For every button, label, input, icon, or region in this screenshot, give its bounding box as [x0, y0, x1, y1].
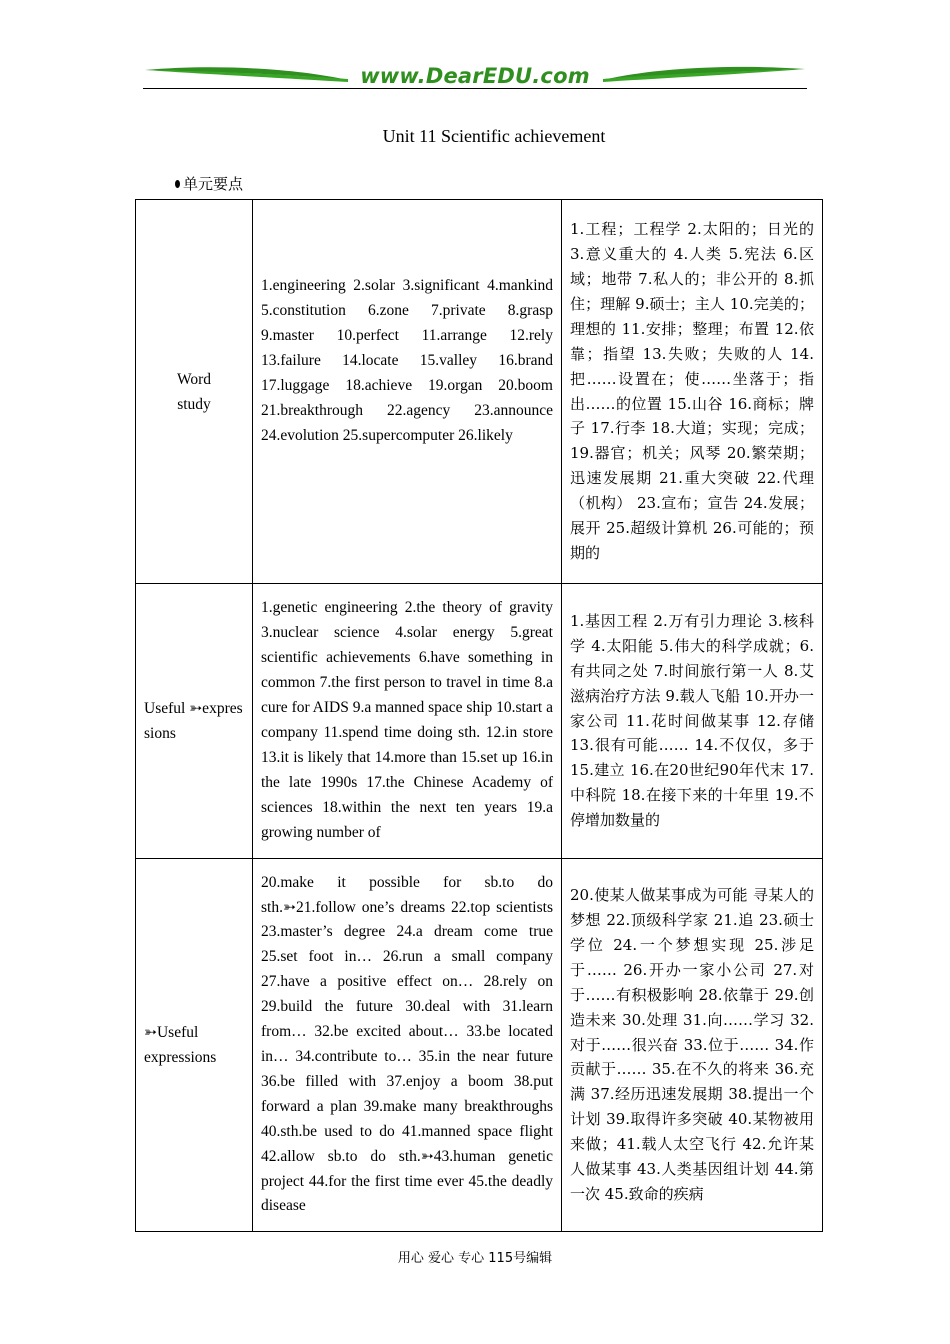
page-footer: 用心 爱心 专心 115号编辑 — [397, 1251, 553, 1266]
row-label — [136, 859, 253, 1232]
chinese-cell: 1.基因工程 2.万有引力理论 3.核科学 4.太阳能 5.伟大的科学成就；6.有共同之处 7.时间旅行第一人 8.艾滋病治疗方法 9.载人飞船 10.开办一家公司 11.花时间做某事 12.存储 13.很有可能…… 14.不仅仅，多于 15.建立 16.在20世纪90年代末 17.中科院 18.在接下来的十年里 19.不停增加数量的 — [562, 584, 823, 859]
english-cell: 1.engineering 2.solar 3.significant 4.mankind 5.constitution 6.zone 7.private 8.grasp 9.master 10.perfect 11.arrange 12.rely 13.failure 14.locate 15.valley 16.brand 17.luggage 18.achieve 19.organ 20.boom 21.breakthrough 22.agency 23.announce 24.evolution 25.supercomputer 26.likely — [253, 200, 562, 584]
english-cell: 20.make it possible for sb.to do sth.➳21.follow one’s dreams 22.top scientists 23.master’s degree 24.a dream come true 25.set foot in… 26.run a small company 27.have a positive effect on… 28.rely on 29.build the future 30.deal with 31.learn from… 32.be excited about… 33.be located in… 34.contribute to… 35.in the near future 36.be filled with 37.enjoy a boom 38.put forward a plan 39.make many breakthroughs 40.sth.be used to do 41.manned space flight 42.allow sb.to do sth.➳43.human genetic project 44.for the first time ever 45.the deadly disease — [253, 859, 562, 1232]
row-label-text: ➳Useful expressions — [144, 1024, 217, 1066]
section-heading — [175, 173, 243, 194]
table-row — [136, 584, 823, 859]
row-label-text: Word study — [176, 370, 212, 413]
row-label — [136, 200, 253, 584]
unit-table — [135, 199, 823, 1232]
bullet-icon — [175, 180, 180, 188]
page-title: Unit 11 Scientific achievement — [382, 126, 606, 146]
english-cell: 1.genetic engineering 2.the theory of gravity 3.nuclear science 4.solar energy 5.great scientific achievements 6.have something in common 7.the first person to travel in time 8.a cure for AIDS 9.a manned space ship 10.start a company 11.spend time doing sth. 12.in store 13.it is likely that 14.more than 15.set up 16.in the late 1990s 17.the Chinese Academy of sciences 18.within the next ten years 19.a growing number of — [253, 584, 562, 859]
site-logo-text[interactable]: www.DearEDU.com — [360, 64, 590, 88]
chinese-cell: 20.使某人做某事成为可能 寻某人的梦想 22.顶级科学家 21.追 23.硕士学位 24.一个梦想实现 25.涉足于…… 26.开办一家小公司 27.对于……有积极影响 28.依靠于 29.创造未来 30.处理 31.向……学习 32.对于……很兴奋 33.位于…… 34.作贡献于…… 35.在不久的将来 36.充满 37.经历迅速发展期 38.提出一个计划 39.取得许多突破 40.某物被用来做；41.载人太空飞行 42.允许某人做某事 43.人类基因组计划 44.第一次 45.致命的疾病 — [562, 859, 823, 1232]
section-heading-text: 单元要点 — [183, 175, 244, 193]
row-label-text: Useful ➳expressions — [144, 700, 243, 742]
table-row — [136, 200, 823, 584]
row-label — [136, 584, 253, 859]
header-rule — [143, 88, 807, 89]
table-row — [136, 859, 823, 1232]
chinese-cell: 1.工程；工程学 2.太阳的；日光的 3.意义重大的 4.人类 5.宪法 6.区域；地带 7.私人的；非公开的 8.抓住；理解 9.硕士；主人 10.完美的；理想的 11.安排；整理；布置 12.依靠；指望 13.失败；失败的人 14.把……设置在；使……坐落于；指出……的位置 15.山谷 16.商标；牌子 17.行李 18.大道；实现；完成；19.器官；机关；风琴 20.繁荣期；迅速发展期 21.重大突破 22.代理（机构） 23.宣布；宣告 24.发展；展开 25.超级计算机 26.可能的；预期的 — [562, 200, 823, 584]
